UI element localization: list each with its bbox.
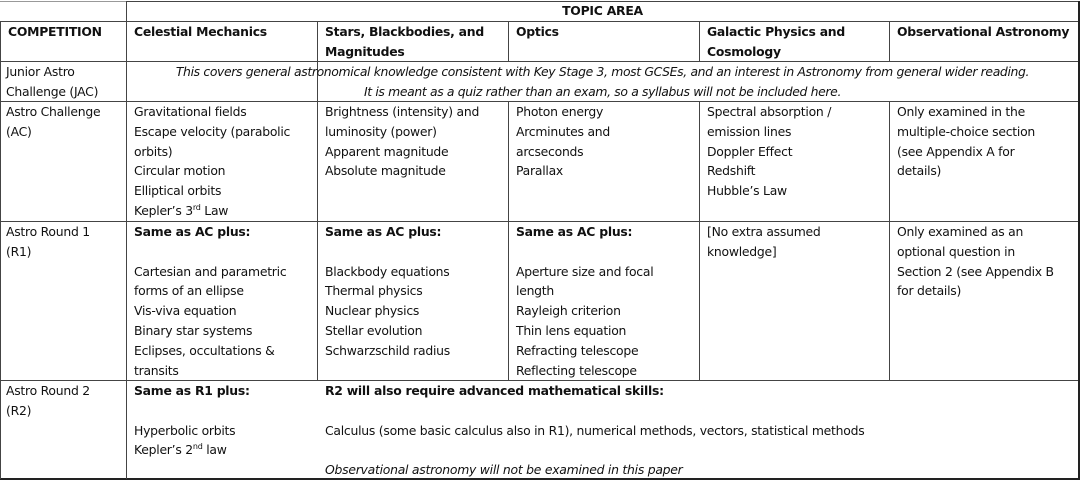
topic-item: Cartesian and parametric	[134, 263, 287, 279]
r1-name	[6, 222, 90, 262]
topic-item: Stellar evolution	[325, 322, 423, 338]
topic-item: Spectral absorption /	[707, 104, 832, 119]
ac-stars	[325, 102, 479, 181]
topic-item: Circular motion	[134, 163, 226, 179]
topic-item: Gravitational fields	[134, 104, 247, 119]
topic-item: orbits)	[134, 143, 173, 159]
observational-note: Observational astronomy will not be examined in this paper	[325, 462, 683, 478]
topic-item: Binary star systems	[134, 322, 253, 338]
topic-item: length	[516, 283, 554, 299]
col-divider	[317, 101, 318, 380]
name-line: (AC)	[6, 123, 32, 139]
ac-celestial	[134, 102, 290, 221]
topic-item: Vis-viva equation	[134, 303, 237, 319]
topic-line: Galactic Physics and	[707, 24, 846, 39]
ac-optics	[516, 102, 610, 181]
kepler-suffix: Law	[200, 202, 229, 218]
spacer	[134, 401, 250, 421]
topic-item: Nuclear physics	[325, 303, 420, 319]
topic-celestial-mechanics	[134, 22, 267, 42]
topic-item: Parallax	[516, 163, 564, 179]
topic-item: Absolute magnitude	[325, 163, 446, 179]
topic-line: Observational Astronomy	[897, 24, 1070, 39]
col-divider	[699, 21, 700, 61]
ac-name	[6, 102, 100, 142]
r2-celestial	[134, 381, 250, 460]
r1-optics	[516, 222, 653, 380]
topic-stars	[325, 22, 484, 62]
topic-item: Rayleigh criterion	[516, 303, 621, 319]
kepler-ordinal: nd	[192, 442, 203, 452]
topic-item: Reflecting telescope	[516, 362, 637, 378]
col-divider	[889, 21, 890, 61]
same-as-label: Same as R1 plus:	[134, 383, 250, 398]
topic-item: luminosity (power)	[325, 123, 437, 139]
r1-stars	[325, 222, 450, 361]
r1-galactic	[707, 222, 821, 262]
topic-item: emission lines	[707, 123, 792, 139]
topic-item: Hubble’s Law	[707, 183, 787, 199]
same-as-label: Same as AC plus:	[516, 224, 633, 239]
topic-line: Cosmology	[707, 43, 781, 59]
topic-item: Thin lens equation	[516, 322, 627, 338]
spacer	[134, 242, 286, 262]
topic-item: Schwarzschild radius	[325, 342, 450, 358]
topic-item-kepler	[134, 440, 250, 460]
name-line: Astro Round 2	[6, 383, 90, 398]
col-divider	[508, 21, 509, 61]
table-border-left	[0, 21, 1, 479]
topic-item: multiple-choice section	[897, 123, 1036, 139]
spacer	[516, 242, 653, 262]
topic-item: Aperture size and focal	[516, 263, 654, 279]
topic-item: knowledge]	[707, 243, 777, 259]
topic-item: forms of an ellipse	[134, 283, 244, 299]
name-line: (R2)	[6, 402, 32, 418]
topic-item: Photon energy	[516, 104, 604, 119]
r2-math	[325, 381, 864, 480]
topic-item: Brightness (intensity) and	[325, 104, 480, 119]
topic-item: optional question in	[897, 243, 1015, 259]
r1-celestial	[134, 222, 286, 380]
topic-item: Only examined in the	[897, 104, 1026, 119]
kepler-prefix: Kepler’s 2	[134, 442, 193, 458]
topic-item: Thermal physics	[325, 283, 423, 299]
spacer	[325, 242, 450, 262]
topic-galactic	[707, 22, 845, 62]
name-line: Challenge (JAC)	[6, 83, 99, 99]
topic-line: Stars, Blackbodies, and	[325, 24, 484, 39]
topic-line: Magnitudes	[325, 43, 405, 59]
same-as-label: Same as AC plus:	[134, 224, 251, 239]
topic-line: Celestial Mechanics	[134, 24, 267, 39]
topic-item: Refracting telescope	[516, 342, 639, 358]
topic-item: Apparent magnitude	[325, 143, 449, 159]
topic-item: Doppler Effect	[707, 143, 793, 159]
kepler-ordinal: rd	[192, 202, 201, 212]
table-border-top-left	[0, 1, 126, 2]
col-divider	[889, 101, 890, 380]
topic-area-header: TOPIC AREA	[562, 3, 643, 18]
topic-observational	[897, 22, 1069, 42]
kepler-prefix: Kepler’s 3	[134, 202, 193, 218]
col-divider	[317, 380, 318, 381]
kepler-suffix: law	[202, 442, 227, 458]
name-line: (R1)	[6, 243, 32, 259]
col-divider	[508, 101, 509, 380]
math-header: R2 will also require advanced mathematical skills:	[325, 383, 664, 398]
spacer	[325, 401, 864, 421]
same-as-label: Same as AC plus:	[325, 224, 442, 239]
r2-name	[6, 381, 90, 421]
topic-item: Elliptical orbits	[134, 183, 222, 199]
spacer	[325, 440, 864, 460]
ac-galactic	[707, 102, 831, 201]
note-line: It is meant as a quiz rather than an exam, so a syllabus will not be included here.	[363, 83, 842, 99]
topic-item-kepler	[134, 201, 290, 221]
topic-item: details)	[897, 163, 942, 179]
name-line: Astro Round 1	[6, 224, 90, 239]
math-text: Calculus (some basic calculus also in R1), numerical methods, vectors, statistical methods	[325, 422, 865, 438]
jac-name	[6, 62, 98, 102]
topic-item: Hyperbolic orbits	[134, 422, 236, 438]
topic-item: Blackbody equations	[325, 263, 450, 279]
name-line: Junior Astro	[6, 64, 75, 79]
topic-item: (see Appendix A for	[897, 143, 1015, 159]
r1-observational	[897, 222, 1054, 301]
topic-item: Redshift	[707, 163, 756, 179]
topic-item: Only examined as an	[897, 224, 1024, 239]
jac-note	[127, 62, 1078, 102]
topic-optics	[516, 22, 559, 42]
topic-item: transits	[134, 362, 179, 378]
topic-item: for details)	[897, 283, 962, 299]
col-divider	[699, 101, 700, 380]
note-line: This covers general astronomical knowledge consistent with Key Stage 3, most GCSEs, and an interest in Astronomy from general wider reading.	[175, 64, 1030, 79]
competition-header: COMPETITION	[8, 24, 102, 39]
topic-item: [No extra assumed	[707, 224, 821, 239]
topic-item: Escape velocity (parabolic	[134, 123, 291, 139]
topic-line: Optics	[516, 24, 559, 39]
topic-item: Eclipses, occultations &	[134, 342, 275, 358]
name-line: Astro Challenge	[6, 104, 101, 119]
topic-item: Section 2 (see Appendix B	[897, 263, 1054, 279]
ac-observational	[897, 102, 1035, 181]
topic-item: Arcminutes and	[516, 123, 611, 139]
topic-item: arcseconds	[516, 143, 584, 159]
